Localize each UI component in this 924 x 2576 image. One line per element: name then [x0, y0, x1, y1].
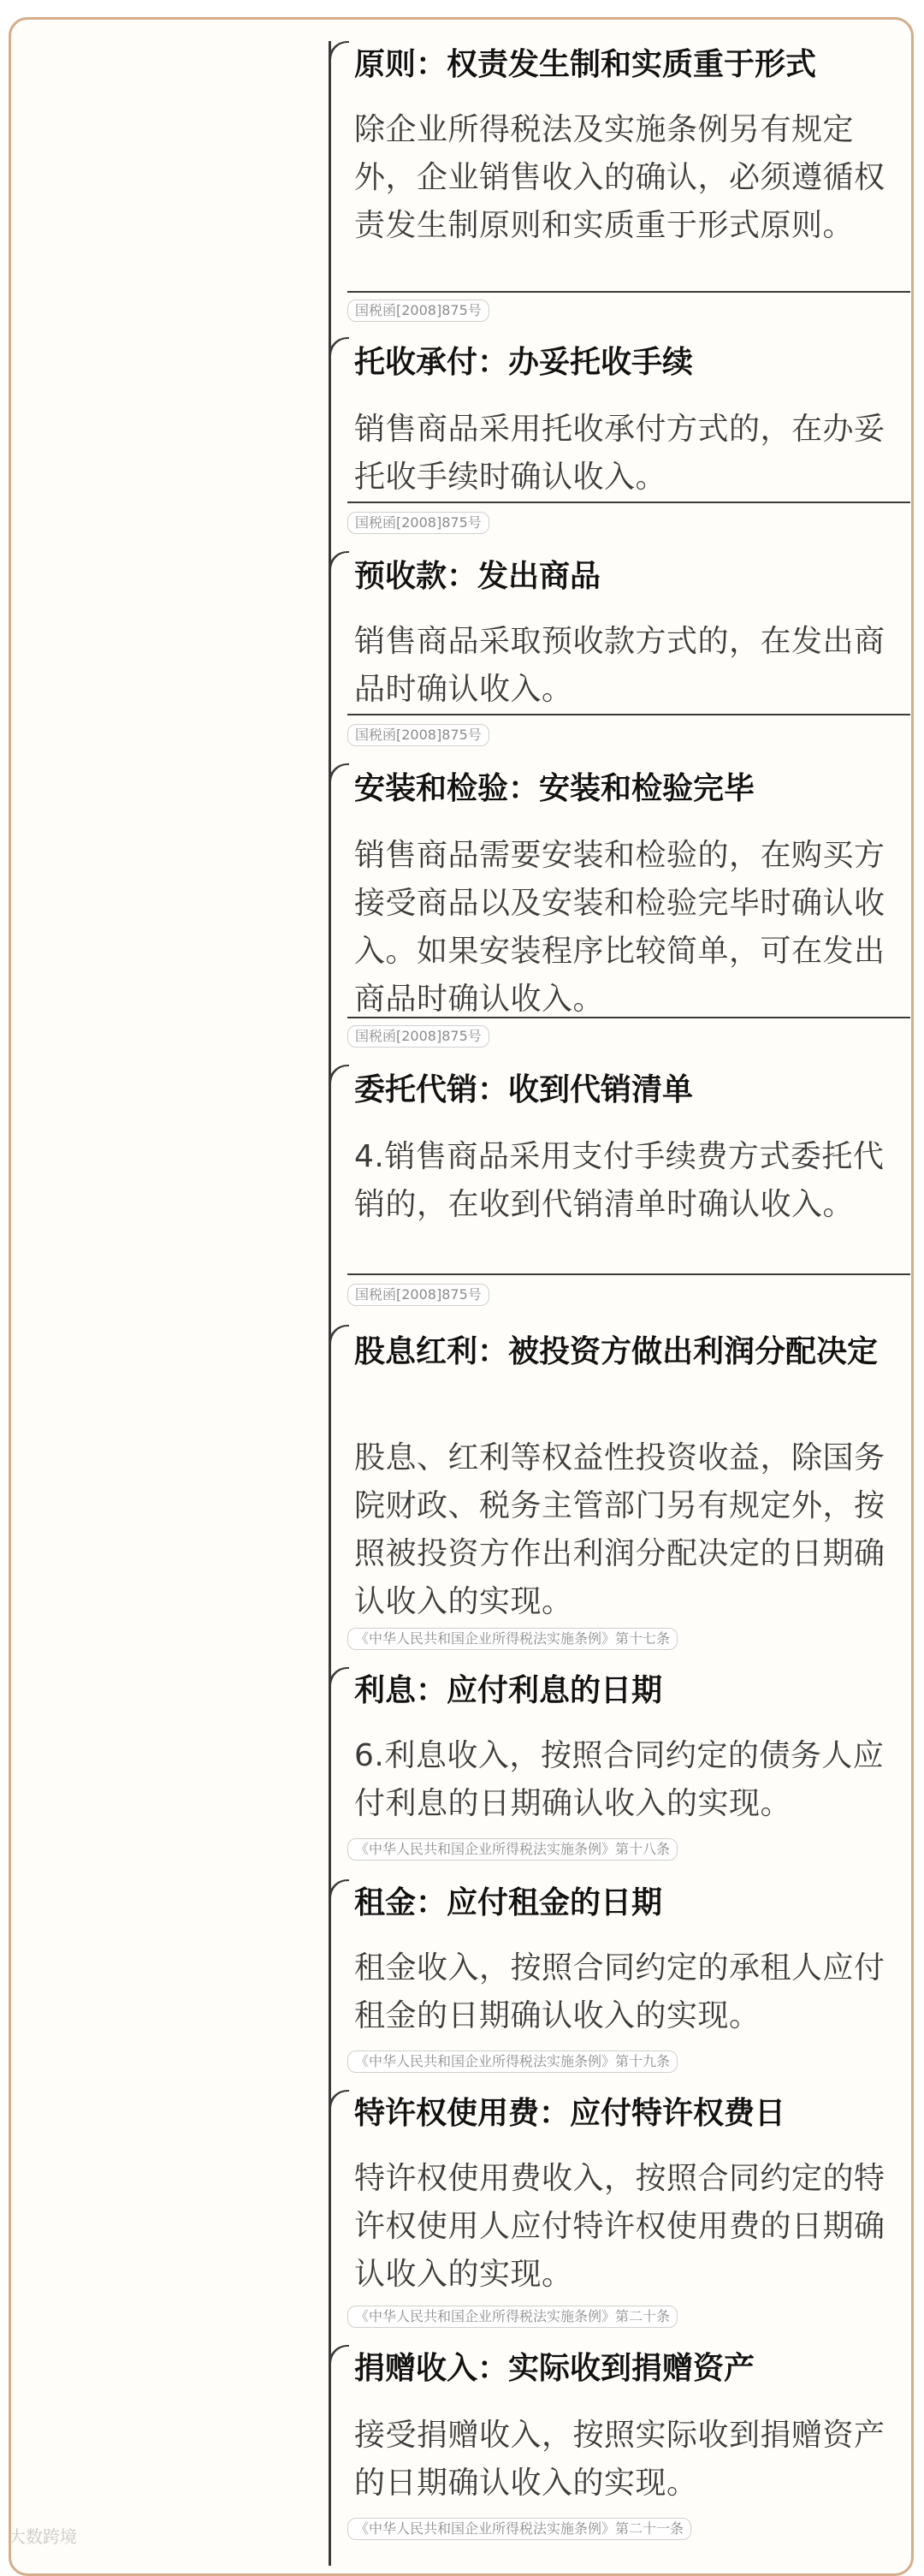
node-title: 捐赠收入：实际收到捐赠资产 — [354, 2351, 755, 2386]
source-badge: 国税函[2008]875号 — [347, 300, 489, 322]
connector — [329, 1879, 349, 1900]
connector — [329, 1667, 349, 1688]
branch-node-donation — [329, 2345, 910, 2516]
node-title: 股息红利：被投资方做出利润分配决定 — [354, 1334, 879, 1369]
source-badge: 国税函[2008]875号 — [347, 724, 489, 746]
branch-node-principle — [329, 41, 910, 298]
node-body: 销售商品需要安装和检验的，在购买方接受商品以及安装和检验完毕时确认收入。如果安装程序比较简单，可在发出商品时确认收入。 — [354, 838, 886, 1017]
node-title: 原则：权责发生制和实质重于形式 — [354, 47, 817, 82]
node-underline — [347, 291, 910, 293]
node-body: 4.销售商品采用支付手续费方式委托代销的，在收到代销清单时确认收入。 — [354, 1139, 885, 1222]
connector — [329, 1065, 349, 1085]
watermark: 大数跨境 — [9, 2526, 77, 2547]
node-body: 销售商品采取预收款方式的，在发出商品时确认收入。 — [354, 624, 886, 707]
connector — [329, 763, 349, 784]
branch-node-prepayment — [329, 551, 910, 719]
connector — [329, 337, 349, 358]
node-body: 接受捐赠收入，按照实际收到捐赠资产的日期确认收入的实现。 — [354, 2418, 886, 2501]
node-body: 股息、红利等权益性投资收益，除国务院财政、税务主管部门另有规定外，按照被投资方作出利润分配决定的日期确认收入的实现。 — [354, 1440, 886, 1619]
source-badge: 《中华人民共和国企业所得税法实施条例》第二十一条 — [347, 2518, 691, 2540]
node-title: 预收款：发出商品 — [354, 559, 601, 594]
connector — [329, 551, 349, 572]
source-badge: 《中华人民共和国企业所得税法实施条例》第十七条 — [347, 1628, 678, 1650]
node-body: 销售商品采用托收承付方式的，在办妥托收手续时确认收入。 — [354, 412, 886, 495]
connector — [329, 41, 349, 62]
node-body: 6.利息收入，按照合同约定的债务人应付利息的日期确认收入的实现。 — [354, 1738, 885, 1821]
source-badge: 国税函[2008]875号 — [347, 1025, 489, 1048]
source-badge: 国税函[2008]875号 — [347, 512, 489, 534]
node-underline — [347, 1273, 910, 1275]
node-title: 安装和检验：安装和检验完毕 — [354, 771, 755, 806]
branch-node-rent — [329, 1879, 910, 2051]
connector — [329, 2345, 349, 2365]
source-badge: 国税函[2008]875号 — [347, 1284, 489, 1306]
connector — [329, 2090, 349, 2110]
source-badge: 《中华人民共和国企业所得税法实施条例》第十八条 — [347, 1838, 678, 1861]
node-body: 特许权使用费收入，按照合同约定的特许权使用人应付特许权使用费的日期确认收入的实现。 — [354, 2161, 886, 2292]
node-underline — [347, 714, 910, 715]
branch-node-consignment — [329, 1065, 910, 1279]
node-body: 租金收入，按照合同约定的承租人应付租金的日期确认收入的实现。 — [354, 1950, 886, 2033]
source-badge: 《中华人民共和国企业所得税法实施条例》第二十条 — [347, 2306, 678, 2328]
node-title: 利息：应付利息的日期 — [354, 1673, 663, 1708]
node-underline — [347, 502, 910, 503]
node-title: 委托代销：收到代销清单 — [354, 1072, 694, 1107]
branch-node-dividends — [329, 1325, 910, 1624]
source-badge: 《中华人民共和国企业所得税法实施条例》第十九条 — [347, 2051, 678, 2073]
node-body: 除企业所得税法及实施条例另有规定外，企业销售收入的确认，必须遵循权责发生制原则和实质重于形式原则。 — [354, 112, 886, 243]
node-title: 托收承付：办妥托收手续 — [354, 345, 694, 380]
branch-node-collection — [329, 337, 910, 508]
branch-node-installation — [329, 763, 910, 1020]
node-title: 特许权使用费：应付特许权费日 — [354, 2096, 786, 2131]
node-title: 租金：应付租金的日期 — [354, 1885, 663, 1920]
connector — [329, 1325, 349, 1345]
node-underline — [347, 1017, 910, 1018]
branch-node-royalty — [329, 2090, 910, 2304]
branch-node-interest — [329, 1667, 910, 1838]
